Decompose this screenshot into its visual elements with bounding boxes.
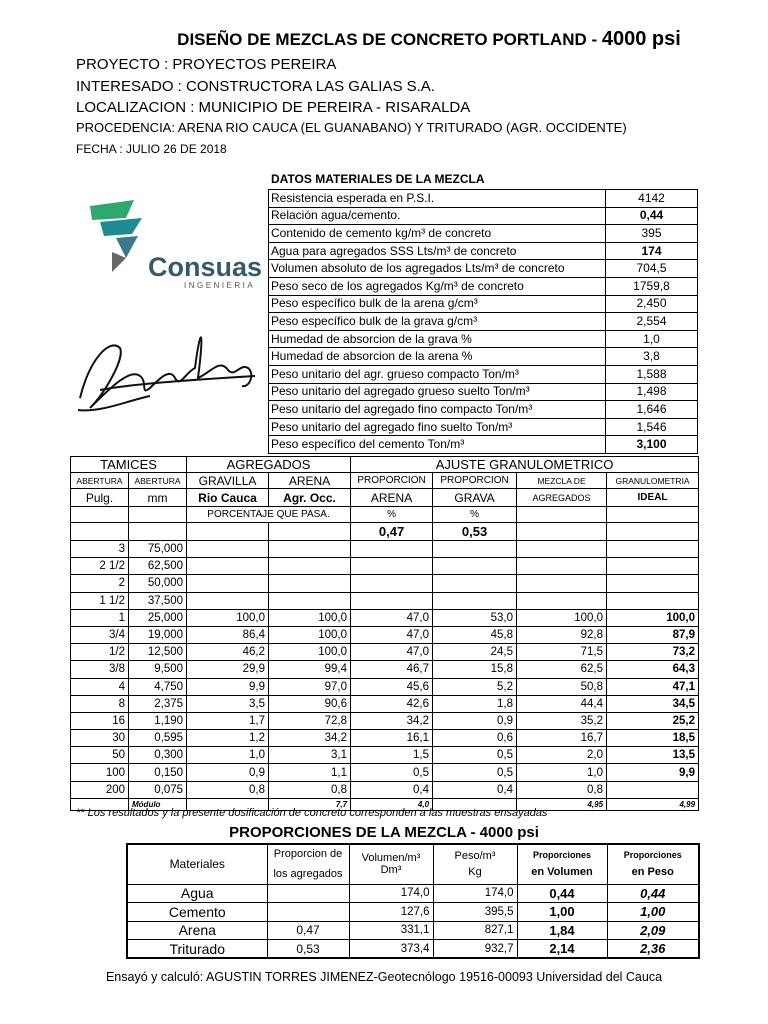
granulometria-ideal: 87,9 (607, 626, 699, 643)
ajuste-grava (433, 575, 517, 592)
th-agregados-2: AGREGADOS (517, 489, 607, 507)
ajuste-arena (351, 575, 433, 592)
datos-label: Peso específico bulk de la arena g/cm³ (269, 295, 606, 313)
tamiz-pulg: 3/4 (71, 626, 129, 643)
th-ideal: IDEAL (607, 489, 699, 507)
th-proporcion-2: PROPORCION (433, 473, 517, 489)
granulometric-table (70, 456, 699, 811)
datos-row (269, 313, 698, 331)
material-prop-peso: 2,36 (607, 940, 699, 959)
ajuste-grava (433, 592, 517, 609)
mezcla-agregados: 1,0 (517, 764, 607, 781)
datos-row (269, 225, 698, 243)
pasa-rio-cauca: 0,8 (187, 781, 269, 798)
ajuste-arena: 16,1 (351, 730, 433, 747)
granulometria-ideal: 25,2 (607, 712, 699, 729)
th-rio-cauca: Rio Cauca (187, 489, 269, 507)
abertura-mm: 0,075 (129, 781, 187, 798)
datos-value: 704,5 (606, 260, 698, 278)
header-localizacion: LOCALIZACION : MUNICIPIO DE PEREIRA - RISARALDA (76, 99, 471, 116)
granulometria-ideal: 64,3 (607, 661, 699, 678)
granulometria-ideal (607, 541, 699, 558)
tamiz-pulg: 2 1/2 (71, 558, 129, 575)
ajuste-grava: 0,5 (433, 747, 517, 764)
mezcla-agregados (517, 592, 607, 609)
title-strength: 4000 psi (601, 28, 681, 50)
gran-row (71, 609, 699, 626)
gran-row (71, 661, 699, 678)
pasa-agr-occ: 99,4 (269, 661, 351, 678)
abertura-mm: 37,500 (129, 592, 187, 609)
ajuste-grava: 15,8 (433, 661, 517, 678)
header-fecha: FECHA : JULIO 26 DE 2018 (76, 142, 227, 156)
th-pulg: Pulg. (71, 489, 129, 507)
th-materiales: Materiales (127, 844, 267, 884)
mezcla-agregados: 92,8 (517, 626, 607, 643)
pasa-rio-cauca (187, 558, 269, 575)
pasa-agr-occ: 1,1 (269, 764, 351, 781)
datos-value: 1,646 (606, 401, 698, 419)
datos-value: 1,498 (606, 383, 698, 401)
ajuste-grava: 5,2 (433, 678, 517, 695)
ajuste-grava: 45,8 (433, 626, 517, 643)
granulometria-ideal (607, 781, 699, 798)
gran-row (71, 730, 699, 747)
datos-row (269, 418, 698, 436)
datos-row (269, 348, 698, 366)
ajuste-grava: 0,4 (433, 781, 517, 798)
material-prop-peso: 0,44 (607, 884, 699, 903)
datos-label: Agua para agregados SSS Lts/m³ de concreto (269, 242, 606, 260)
gran-row (71, 712, 699, 729)
pasa-agr-occ (269, 541, 351, 558)
footer-credits: Ensayó y calculó: AGUSTIN TORRES JIMENEZ-Geotecnólogo 19516-00093 Universidad del Cauca (105, 970, 663, 984)
pasa-agr-occ: 100,0 (269, 644, 351, 661)
title-main: DISEÑO DE MEZCLAS DE CONCRETO PORTLAND - (177, 30, 602, 49)
tamiz-pulg: 1/2 (71, 644, 129, 661)
th-granulometria: GRANULOMETRIA (607, 473, 699, 489)
mezcla-agregados: 71,5 (517, 644, 607, 661)
header-interesado: INTERESADO : CONSTRUCTORA LAS GALIAS S.A. (76, 78, 435, 95)
th-peso: Peso/m³ Kg (433, 844, 517, 884)
ajuste-arena: 46,7 (351, 661, 433, 678)
tamiz-pulg: 16 (71, 712, 129, 729)
th-abertura-1: ABERTURA (71, 473, 129, 489)
datos-value: 174 (606, 242, 698, 260)
pasa-agr-occ (269, 558, 351, 575)
th-mezcla: MEZCLA DE (517, 473, 607, 489)
datos-row (269, 365, 698, 383)
granulometria-ideal: 100,0 (607, 609, 699, 626)
ajuste-arena (351, 592, 433, 609)
datos-value: 1,588 (606, 365, 698, 383)
gran-row (71, 781, 699, 798)
datos-value: 4142 (606, 190, 698, 208)
abertura-mm: 9,500 (129, 661, 187, 678)
material-peso: 395,5 (433, 903, 517, 922)
abertura-mm: 2,375 (129, 695, 187, 712)
pasa-rio-cauca (187, 541, 269, 558)
material-prop-peso: 1,00 (607, 903, 699, 922)
datos-row (269, 242, 698, 260)
abertura-mm: 62,500 (129, 558, 187, 575)
pasa-rio-cauca: 9,9 (187, 678, 269, 695)
mezcla-agregados: 44,4 (517, 695, 607, 712)
pasa-agr-occ: 3,1 (269, 747, 351, 764)
gran-row (71, 558, 699, 575)
th-proporcion-1: PROPORCION (351, 473, 433, 489)
datos-label: Resistencia esperada en P.S.I. (269, 190, 606, 208)
datos-label: Peso específico del cemento Ton/m³ (269, 436, 606, 454)
tamiz-pulg: 4 (71, 678, 129, 695)
pasa-rio-cauca (187, 592, 269, 609)
material-volumen: 331,1 (349, 921, 433, 940)
granulometria-ideal: 73,2 (607, 644, 699, 661)
gran-row (71, 695, 699, 712)
ajuste-grava (433, 541, 517, 558)
abertura-mm: 0,150 (129, 764, 187, 781)
logo-sub: INGENIERIA (184, 281, 256, 290)
mezcla-agregados: 50,8 (517, 678, 607, 695)
tamiz-pulg: 1 (71, 609, 129, 626)
material-name: Cemento (127, 903, 267, 922)
header-proyecto: PROYECTO : PROYECTOS PEREIRA (76, 56, 337, 73)
tamiz-pulg: 200 (71, 781, 129, 798)
material-name: Arena (127, 921, 267, 940)
granulometria-ideal: 18,5 (607, 730, 699, 747)
ajuste-grava: 0,5 (433, 764, 517, 781)
ajuste-grava: 53,0 (433, 609, 517, 626)
material-volumen: 127,6 (349, 903, 433, 922)
th-agr-occ: Agr. Occ. (269, 489, 351, 507)
datos-table (268, 189, 698, 454)
material-name: Agua (127, 884, 267, 903)
proporciones-table (126, 843, 700, 959)
modulo-agr: 4,0 (351, 798, 433, 810)
datos-value: 395 (606, 225, 698, 243)
pasa-agr-occ: 34,2 (269, 730, 351, 747)
ajuste-grava: 0,6 (433, 730, 517, 747)
datos-label: Humedad de absorcion de la arena % (269, 348, 606, 366)
ajuste-grava: 24,5 (433, 644, 517, 661)
abertura-mm: 19,000 (129, 626, 187, 643)
prop-row (127, 940, 699, 959)
material-prop-volumen: 1,00 (517, 903, 607, 922)
abertura-mm: 4,750 (129, 678, 187, 695)
ajuste-arena: 45,6 (351, 678, 433, 695)
signature-image (70, 318, 270, 428)
pasa-agr-occ: 72,8 (269, 712, 351, 729)
material-prop-agregado: 0,47 (267, 921, 349, 940)
th-gravilla: GRAVILLA (187, 473, 269, 489)
pasa-rio-cauca: 1,0 (187, 747, 269, 764)
gran-row (71, 644, 699, 661)
abertura-mm: 12,500 (129, 644, 187, 661)
datos-value: 2,554 (606, 313, 698, 331)
tamiz-pulg: 50 (71, 747, 129, 764)
th-pct-1: % (351, 507, 433, 523)
pasa-rio-cauca: 1,7 (187, 712, 269, 729)
th-tamices: TAMICES (71, 457, 187, 473)
abertura-mm: 25,000 (129, 609, 187, 626)
th-grava: GRAVA (433, 489, 517, 507)
pasa-rio-cauca: 86,4 (187, 626, 269, 643)
prop-arena-value: 0,47 (351, 523, 433, 541)
mezcla-agregados: 62,5 (517, 661, 607, 678)
prop-row (127, 921, 699, 940)
ajuste-arena: 1,5 (351, 747, 433, 764)
gran-row (71, 678, 699, 695)
granulometria-ideal: 34,5 (607, 695, 699, 712)
modulo-rio: 7,7 (269, 798, 351, 810)
gran-row (71, 575, 699, 592)
pasa-rio-cauca: 1,2 (187, 730, 269, 747)
granulometria-ideal: 47,1 (607, 678, 699, 695)
company-logo (86, 196, 266, 296)
tamiz-pulg: 1 1/2 (71, 592, 129, 609)
datos-value: 1759,8 (606, 277, 698, 295)
datos-row (269, 190, 698, 208)
gran-row (71, 747, 699, 764)
gran-row (71, 541, 699, 558)
abertura-mm: 50,000 (129, 575, 187, 592)
gran-row (71, 764, 699, 781)
material-prop-agregado: 0,53 (267, 940, 349, 959)
material-peso: 932,7 (433, 940, 517, 959)
modulo-mezcla: 4,95 (517, 798, 607, 810)
datos-row (269, 383, 698, 401)
pasa-agr-occ: 100,0 (269, 609, 351, 626)
material-prop-agregado (267, 884, 349, 903)
prop-row (127, 903, 699, 922)
tamiz-pulg: 30 (71, 730, 129, 747)
mezcla-agregados: 100,0 (517, 609, 607, 626)
gran-row (71, 592, 699, 609)
datos-row (269, 207, 698, 225)
th-pct-2: % (433, 507, 517, 523)
th-prop-volumen: Proporciones en Volumen (517, 844, 607, 884)
ajuste-arena (351, 541, 433, 558)
pasa-agr-occ: 97,0 (269, 678, 351, 695)
material-prop-volumen: 0,44 (517, 884, 607, 903)
material-prop-volumen: 1,84 (517, 921, 607, 940)
logo-brand: Consuas (148, 252, 263, 282)
material-prop-peso: 2,09 (607, 921, 699, 940)
datos-label: Relación agua/cemento. (269, 207, 606, 225)
granulometria-ideal (607, 558, 699, 575)
datos-label: Peso unitario del agregado fino suelto Ton/m³ (269, 418, 606, 436)
material-prop-volumen: 2,14 (517, 940, 607, 959)
granulometria-ideal: 9,9 (607, 764, 699, 781)
th-prop-agregados: Proporcion de los agregados (267, 844, 349, 884)
abertura-mm: 75,000 (129, 541, 187, 558)
th-ajuste: AJUSTE GRANULOMETRICO (351, 457, 699, 473)
ajuste-arena: 42,6 (351, 695, 433, 712)
material-peso: 174,0 (433, 884, 517, 903)
datos-label: Peso unitario del agregado fino compacto Ton/m³ (269, 401, 606, 419)
abertura-mm: 0,595 (129, 730, 187, 747)
tamiz-pulg: 3 (71, 541, 129, 558)
th-porcentaje: PORCENTAJE QUE PASA. (187, 507, 351, 523)
modulo-ideal: 4,99 (607, 798, 699, 810)
th-abertura-2: ABERTURA (129, 473, 187, 489)
datos-value: 1,0 (606, 330, 698, 348)
ajuste-grava (433, 558, 517, 575)
datos-label: Peso específico bulk de la grava g/cm³ (269, 313, 606, 331)
granulometria-ideal (607, 592, 699, 609)
pasa-agr-occ (269, 592, 351, 609)
pasa-agr-occ: 0,8 (269, 781, 351, 798)
datos-label: Contenido de cemento kg/m³ de concreto (269, 225, 606, 243)
datos-label: Peso unitario del agr. grueso compacto Ton/m³ (269, 365, 606, 383)
granulometria-ideal: 13,5 (607, 747, 699, 764)
ajuste-arena: 0,5 (351, 764, 433, 781)
ajuste-arena: 47,0 (351, 609, 433, 626)
pasa-agr-occ (269, 575, 351, 592)
datos-value: 2,450 (606, 295, 698, 313)
datos-label: Humedad de absorcion de la grava % (269, 330, 606, 348)
datos-title: DATOS MATERIALES DE LA MEZCLA (271, 172, 485, 186)
th-mm: mm (129, 489, 187, 507)
pasa-agr-occ: 90,6 (269, 695, 351, 712)
material-volumen: 174,0 (349, 884, 433, 903)
abertura-mm: 0,300 (129, 747, 187, 764)
material-name: Triturado (127, 940, 267, 959)
tamiz-pulg: 2 (71, 575, 129, 592)
th-arena-2: ARENA (351, 489, 433, 507)
pasa-rio-cauca: 3,5 (187, 695, 269, 712)
prop-row (127, 884, 699, 903)
abertura-mm: 1,190 (129, 712, 187, 729)
header-procedencia: PROCEDENCIA: ARENA RIO CAUCA (EL GUANABANO) Y TRITURADO (AGR. OCCIDENTE) (76, 120, 627, 135)
tamiz-pulg: 100 (71, 764, 129, 781)
datos-row (269, 260, 698, 278)
ajuste-arena: 34,2 (351, 712, 433, 729)
datos-value: 0,44 (606, 207, 698, 225)
datos-value: 3,8 (606, 348, 698, 366)
ajuste-arena (351, 558, 433, 575)
ajuste-arena: 47,0 (351, 644, 433, 661)
gran-row (71, 626, 699, 643)
mezcla-agregados: 16,7 (517, 730, 607, 747)
material-peso: 827,1 (433, 921, 517, 940)
footnote: ** Los resultados y la presente dosificación de concreto corresponden a las muestras ensayadas (76, 807, 548, 819)
datos-row (269, 436, 698, 454)
th-agregados: AGREGADOS (187, 457, 351, 473)
th-prop-peso: Proporciones en Peso (607, 844, 699, 884)
mezcla-agregados: 35,2 (517, 712, 607, 729)
tamiz-pulg: 8 (71, 695, 129, 712)
granulometria-ideal (607, 575, 699, 592)
pasa-rio-cauca: 29,9 (187, 661, 269, 678)
datos-row (269, 277, 698, 295)
th-volumen: Volumen/m³ Dm³ (349, 844, 433, 884)
prop-grava-value: 0,53 (433, 523, 517, 541)
material-prop-agregado (267, 903, 349, 922)
datos-label: Volumen absoluto de los agregados Lts/m³ de concreto (269, 260, 606, 278)
document-title (0, 28, 768, 51)
mezcla-agregados: 0,8 (517, 781, 607, 798)
datos-value: 3,100 (606, 436, 698, 454)
ajuste-arena: 47,0 (351, 626, 433, 643)
datos-row (269, 330, 698, 348)
datos-row (269, 401, 698, 419)
mezcla-agregados (517, 541, 607, 558)
proporciones-title: PROPORCIONES DE LA MEZCLA - 4000 psi (229, 824, 539, 841)
datos-row (269, 295, 698, 313)
tamiz-pulg: 3/8 (71, 661, 129, 678)
pasa-rio-cauca: 46,2 (187, 644, 269, 661)
pasa-rio-cauca: 100,0 (187, 609, 269, 626)
ajuste-grava: 0,9 (433, 712, 517, 729)
mezcla-agregados: 2,0 (517, 747, 607, 764)
ajuste-grava: 1,8 (433, 695, 517, 712)
pasa-agr-occ: 100,0 (269, 626, 351, 643)
th-arena: ARENA (269, 473, 351, 489)
mezcla-agregados (517, 575, 607, 592)
datos-label: Peso unitario del agregado grueso suelto Ton/m³ (269, 383, 606, 401)
pasa-rio-cauca: 0,9 (187, 764, 269, 781)
material-volumen: 373,4 (349, 940, 433, 959)
datos-label: Peso seco de los agregados Kg/m³ de concreto (269, 277, 606, 295)
ajuste-arena: 0,4 (351, 781, 433, 798)
mezcla-agregados (517, 558, 607, 575)
modulo-label: Módulo (129, 798, 187, 810)
pasa-rio-cauca (187, 575, 269, 592)
datos-value: 1,546 (606, 418, 698, 436)
